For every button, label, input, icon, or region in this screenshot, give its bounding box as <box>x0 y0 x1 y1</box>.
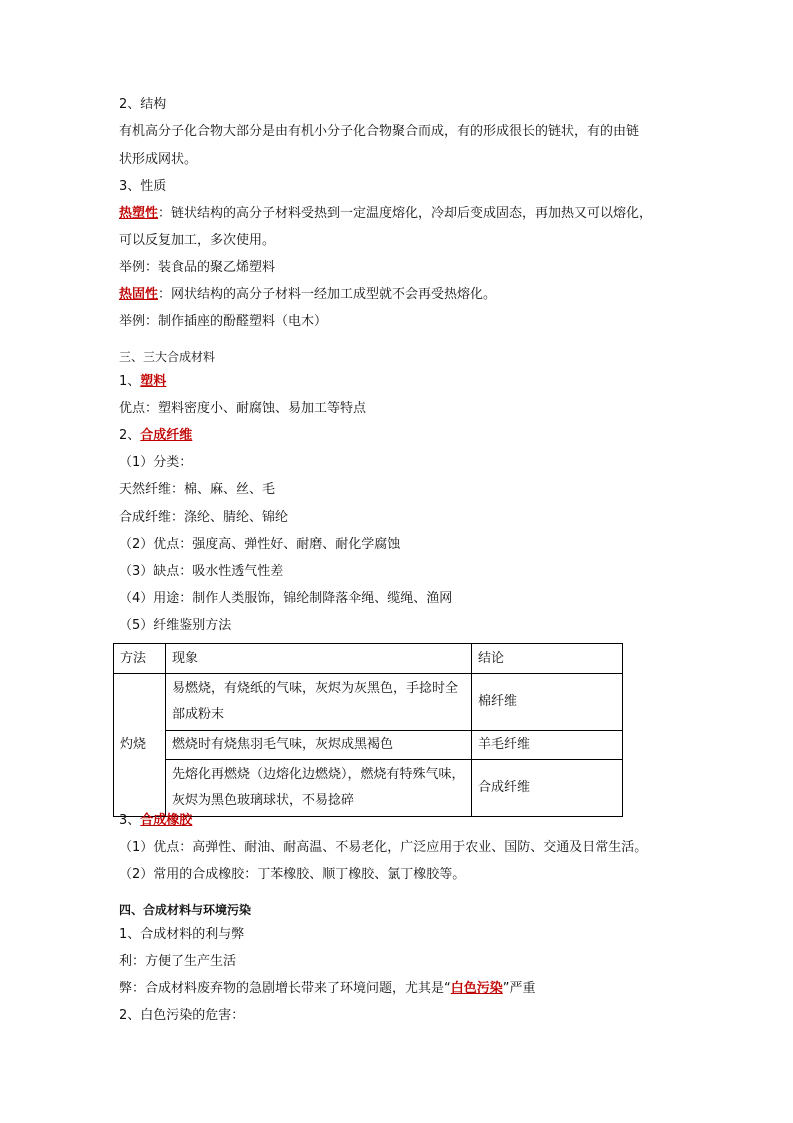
table-row <box>114 760 623 817</box>
thermoset-line <box>119 287 496 303</box>
header-phenomenon: 现象 <box>166 644 472 674</box>
term-white-pollution: 白色污染 <box>450 981 503 996</box>
phenomenon-cell: 燃烧时有烧焦羽毛气味，灰烬成黑褐色 <box>166 731 472 760</box>
section-four-heading: 四、合成材料与环境污染 <box>119 903 252 917</box>
synthetic-fiber-heading <box>119 428 192 444</box>
conclusion-cell: 羊毛纤维 <box>472 731 623 760</box>
natural-fibers: 天然纤维：棉、麻、丝、毛 <box>119 482 276 497</box>
phenomenon-cell: 易燃烧，有烧纸的气味，灰烬为灰黑色，手捻时全部成粉末 <box>166 674 472 731</box>
conclusion-cell: 合成纤维 <box>472 760 623 817</box>
fiber-uses: （4）用途：制作人类服饰，锦纶制降落伞绳、缆绳、渔网 <box>119 591 453 606</box>
term-thermoplastic: 热塑性 <box>119 206 159 221</box>
term-plastics: 塑料 <box>140 374 167 389</box>
example-polyethylene: 举例：装食品的聚乙烯塑料 <box>119 260 276 275</box>
rubber-number: 3、 <box>119 813 141 828</box>
cons-text-end: ”严重 <box>502 981 536 996</box>
fiber-number: 2、 <box>119 428 141 443</box>
table-row <box>114 674 623 731</box>
term-synthetic-fiber: 合成纤维 <box>140 428 193 443</box>
plastics-advantages: 优点：塑料密度小、耐腐蚀、易加工等特点 <box>119 401 367 416</box>
heading-properties: 3、性质 <box>119 179 167 194</box>
fiber-classification: （1）分类： <box>119 455 193 470</box>
term-synthetic-rubber: 合成橡胶 <box>140 813 193 828</box>
structure-text-cont: 状形成网状。 <box>119 152 198 167</box>
fiber-identification-heading: （5）纤维鉴别方法 <box>119 618 232 633</box>
thermoplastic-line <box>119 206 652 222</box>
thermoset-text: ：网状结构的高分子材料一经加工成型就不会再受热熔化。 <box>158 287 497 302</box>
table-header-row <box>114 644 623 674</box>
fiber-disadvantages: （3）缺点：吸水性透气性差 <box>119 564 284 579</box>
heading-structure: 2、结构 <box>119 97 167 112</box>
cons-text: 弊：合成材料废弃物的急剧增长带来了环境问题，尤其是“ <box>119 981 451 996</box>
pros-cons-heading: 1、合成材料的利与弊 <box>119 927 245 942</box>
plastics-number: 1、 <box>119 374 141 389</box>
common-rubbers: （2）常用的合成橡胶：丁苯橡胶、顺丁橡胶、氯丁橡胶等。 <box>119 867 466 882</box>
method-cell: 灼烧 <box>114 674 166 817</box>
plastics-heading <box>119 374 166 390</box>
synthetic-fibers: 合成纤维：涤纶、腈纶、锦纶 <box>119 510 289 525</box>
structure-text: 有机高分子化合物大部分是由有机小分子化合物聚合而成，有的形成很长的链状，有的由链 <box>119 124 640 139</box>
thermoplastic-text-cont: 可以反复加工，多次使用。 <box>119 233 276 248</box>
header-conclusion: 结论 <box>472 644 623 674</box>
rubber-advantages: （1）优点：高弹性、耐油、耐高温、不易老化，广泛应用于农业、国防、交通及日常生活。 <box>119 840 648 855</box>
rubber-heading <box>119 813 192 829</box>
thermoplastic-text: ：链状结构的高分子材料受热到一定温度熔化，冷却后变成固态，再加热又可以熔化， <box>158 206 653 221</box>
cons-line <box>119 981 536 997</box>
section-three-heading: 三、三大合成材料 <box>119 350 216 364</box>
white-pollution-harm-heading: 2、白色污染的危害： <box>119 1008 245 1023</box>
pros-line: 利：方便了生产生活 <box>119 954 237 969</box>
table-row <box>114 731 623 760</box>
example-bakelite: 举例：制作插座的酚醛塑料（电木） <box>119 314 328 329</box>
phenomenon-cell: 先熔化再燃烧（边熔化边燃烧），燃烧有特殊气味，灰烬为黑色玻璃球状，不易捻碎 <box>166 760 472 817</box>
fiber-identification-table <box>113 643 623 817</box>
conclusion-cell: 棉纤维 <box>472 674 623 731</box>
fiber-advantages: （2）优点：强度高、弹性好、耐磨、耐化学腐蚀 <box>119 537 401 552</box>
term-thermoset: 热固性 <box>119 287 159 302</box>
header-method: 方法 <box>114 644 166 674</box>
